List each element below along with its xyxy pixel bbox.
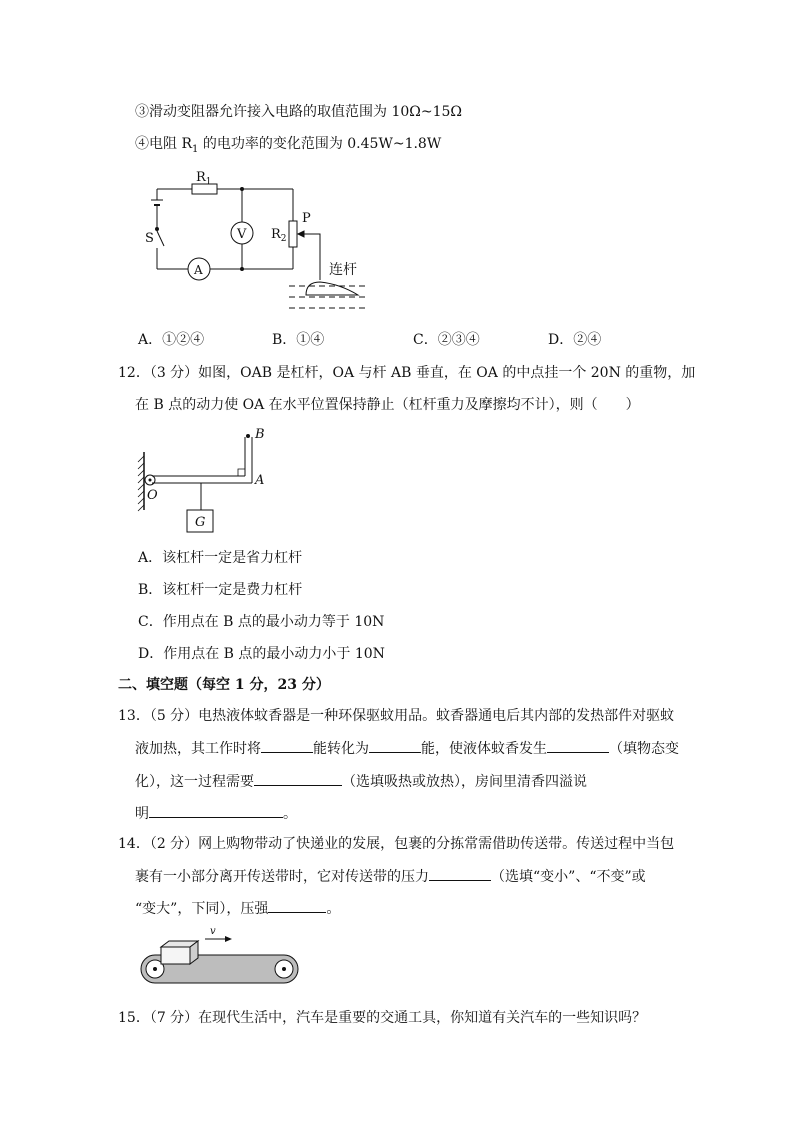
package-box xyxy=(161,941,198,964)
q12-option-a[interactable]: A．该杠杆一定是省力杠杆 xyxy=(138,550,303,566)
q13-text-h: 。 xyxy=(283,806,297,822)
point-o-label: O xyxy=(147,488,158,503)
q13-text-b: 能转化为 xyxy=(313,741,369,757)
velocity-label: v xyxy=(210,926,216,937)
a-label: A xyxy=(194,263,203,277)
q11-statement-4-sub: 1 xyxy=(192,143,199,155)
q12-stem-line-2: 在 B 点的动力使 OA 在水平位置保持静止（杠杆重力及摩擦均不计），则（ ） xyxy=(135,397,640,413)
q12-option-d[interactable]: D．作用点在 B 点的最小动力小于 10N xyxy=(138,646,385,662)
q12-stem-line-1: 12．（3 分）如图，OAB 是杠杆，OA 与杆 AB 垂直，在 OA 的中点挂一个 20N 的重物，加 xyxy=(118,365,696,381)
q13-line-1: 13．（5 分）电热液体蚊香器是一种环保驱蚊用品。蚊香器通电后其内部的发热部件对驱蚊 xyxy=(118,708,675,724)
point-a-label: A xyxy=(255,473,265,488)
point-b-label: B xyxy=(255,427,265,442)
q13-text-a: 液加热，其工作时将 xyxy=(135,741,261,757)
q12-option-c[interactable]: C．作用点在 B 点的最小动力等于 10N xyxy=(138,614,385,630)
q14-text-d: 。 xyxy=(326,901,341,917)
r1-label: $R_1$ xyxy=(196,170,212,187)
s-label: S xyxy=(145,231,154,246)
q11-statement-4-post: 的电功率的变化范围为 0.45W~1.8W xyxy=(198,136,442,152)
q12-option-b[interactable]: B．该杠杆一定是费力杠杆 xyxy=(138,582,303,598)
q11-statement-4-pre: ④电阻 R xyxy=(135,136,192,152)
q13-text-d: （填物态变 xyxy=(609,741,679,757)
rod-label: 连杆 xyxy=(329,262,357,278)
section-2-heading: 二、填空题（每空 1 分，23 分） xyxy=(118,677,330,693)
q11-statement-3: ③滑动变阻器允许接入电路的取值范围为 10Ω~15Ω xyxy=(135,104,463,120)
q11-option-a[interactable]: A．①②④ xyxy=(138,332,205,348)
q14-text-a: 裹有一小部分离开传送带时，它对传送带的压力 xyxy=(135,869,429,885)
q11-option-b[interactable]: B．①④ xyxy=(272,332,325,348)
weight-g-label: G xyxy=(195,515,206,530)
q14-text-b: （选填“变小”、“不变”或 xyxy=(491,869,646,885)
v-label: V xyxy=(237,227,247,242)
q13-text-g: 明 xyxy=(135,806,149,822)
r2-label: $R_2$ xyxy=(271,227,287,244)
q15-line-1: 15．（7 分）在现代生活中，汽车是重要的交通工具，你知道有关汽车的一些知识吗？ xyxy=(118,1010,647,1026)
q11-option-c[interactable]: C．②③④ xyxy=(413,332,480,348)
q11-option-d[interactable]: D．②④ xyxy=(548,332,602,348)
q14-text-c: “变大”，下同），压强 xyxy=(135,901,269,917)
q13-text-c: 能，使液体蚊香发生 xyxy=(421,741,547,757)
q13-text-f: （选填吸热或放热），房间里清香四溢说 xyxy=(342,774,587,790)
p-label: P xyxy=(302,211,311,226)
q14-line-1: 14．（2 分）网上购物带动了快递业的发展，包裹的分拣常需借助传送带。传送过程中当包 xyxy=(118,836,675,852)
q13-text-e: 化），这一过程需要 xyxy=(135,774,254,790)
